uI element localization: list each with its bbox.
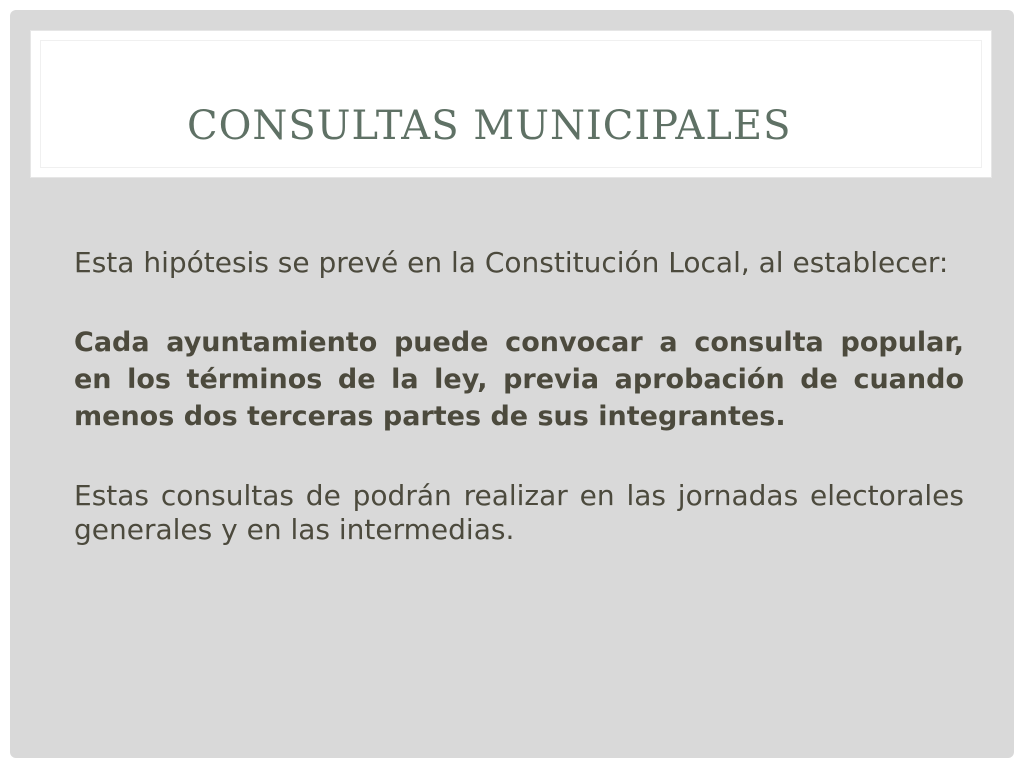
closing-paragraph: Estas consultas de podrán realizar en las jornadas electorales generales y en las intermedias. [74, 479, 964, 546]
title-box [30, 30, 992, 178]
quoted-provision-paragraph: Cada ayuntamiento puede convocar a consulta popular, en los términos de la ley, previa aprobación de cuando menos dos terceras partes de sus integrantes. [74, 327, 964, 432]
slide-title: CONSULTAS MUNICIPALES [187, 103, 792, 149]
slide-background [10, 10, 1014, 758]
intro-paragraph: Esta hipótesis se prevé en la Constitución Local, al establecer: [74, 246, 949, 279]
slide-body [74, 246, 964, 547]
